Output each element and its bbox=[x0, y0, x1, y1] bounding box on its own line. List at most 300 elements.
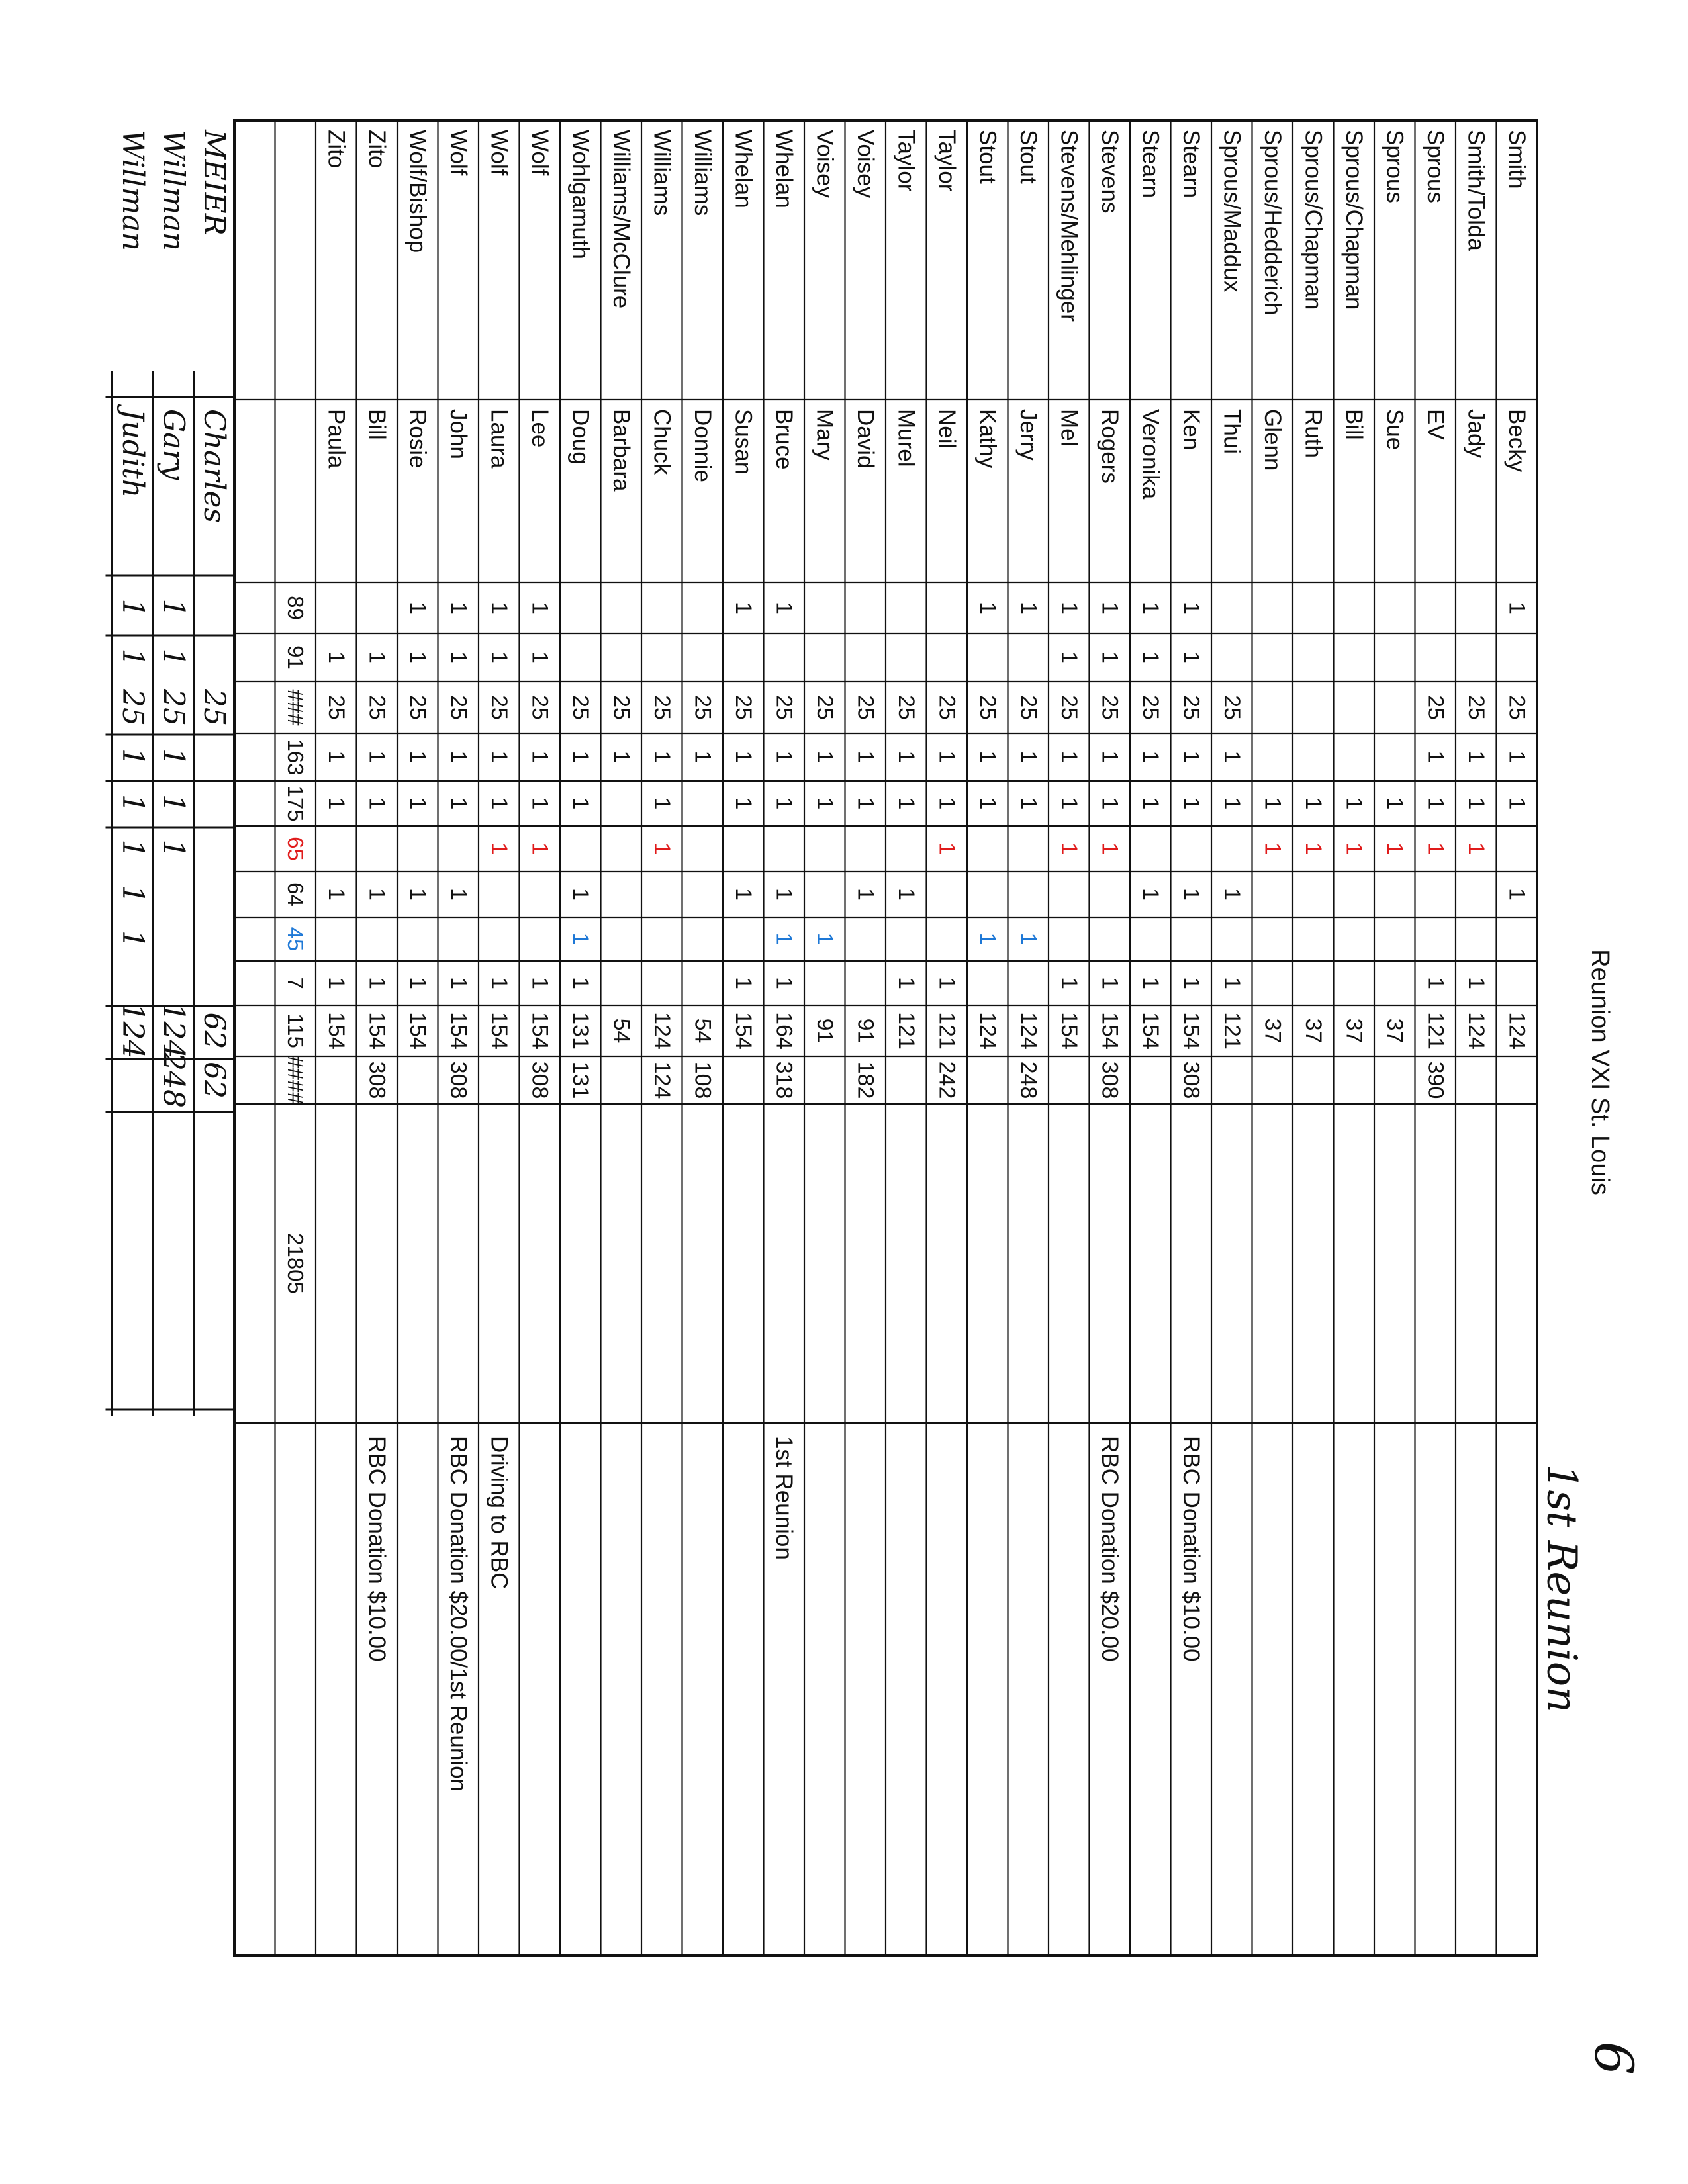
value-cell: 1 bbox=[1137, 797, 1163, 810]
last-name-cell: Zito bbox=[363, 130, 390, 169]
value-cell: 1 bbox=[1300, 842, 1326, 855]
last-name-cell: Williams bbox=[649, 130, 675, 216]
value-cell: 1 bbox=[649, 751, 675, 764]
value-cell: 25 bbox=[974, 695, 1000, 720]
last-name-cell: Sprous/Chapman bbox=[1300, 130, 1327, 310]
value-cell: 1 bbox=[115, 839, 150, 858]
value-cell: 37 bbox=[1300, 1018, 1326, 1044]
first-name-cell: John bbox=[445, 409, 471, 459]
first-name-cell: Neil bbox=[933, 409, 960, 449]
value-cell: 1 bbox=[1015, 797, 1041, 810]
value-cell: 1 bbox=[115, 930, 150, 948]
value-cell: 1 bbox=[115, 598, 150, 617]
last-name-cell: Wohlgamuth bbox=[567, 130, 594, 259]
value-cell: 131 bbox=[567, 1061, 593, 1099]
first-name-cell: Chuck bbox=[649, 409, 675, 475]
value-cell: 1 bbox=[364, 977, 390, 989]
value-cell: 124 bbox=[649, 1012, 675, 1050]
value-cell: 154 bbox=[323, 1012, 349, 1050]
value-cell: 1 bbox=[527, 751, 553, 764]
first-name-cell: Charles bbox=[197, 409, 231, 523]
value-cell: 154 bbox=[527, 1012, 553, 1050]
totals-row bbox=[283, 596, 308, 1294]
first-name-cell: Rosie bbox=[404, 409, 431, 469]
value-cell: 25 bbox=[1504, 695, 1530, 720]
value-cell: 1 bbox=[1178, 797, 1204, 810]
value-cell: 1 bbox=[1056, 651, 1082, 664]
value-cell: 1 bbox=[1178, 651, 1204, 664]
value-cell: 308 bbox=[445, 1061, 471, 1099]
value-cell: 1 bbox=[649, 842, 675, 855]
value-cell: 1 bbox=[1137, 602, 1163, 614]
last-name-cell: Whelan bbox=[730, 130, 757, 208]
note-cell: RBC Donation $10.00 bbox=[1178, 1436, 1204, 1662]
total-cell: 91 bbox=[283, 645, 308, 670]
value-cell: 1 bbox=[1341, 842, 1367, 855]
first-name-cell: Bruce bbox=[771, 409, 797, 470]
value-cell: 121 bbox=[1423, 1012, 1448, 1050]
value-cell: 1 bbox=[730, 888, 756, 901]
value-cell: 1 bbox=[567, 797, 593, 810]
value-cell: 1 bbox=[404, 797, 430, 810]
value-cell: 1 bbox=[115, 648, 150, 667]
value-cell: 1 bbox=[404, 888, 430, 901]
last-name-cell: MEIER bbox=[197, 130, 231, 236]
value-cell: 308 bbox=[527, 1061, 553, 1099]
last-name-cell: Williams bbox=[689, 130, 716, 216]
value-cell: 1 bbox=[771, 977, 797, 989]
table-row bbox=[1300, 130, 1326, 1043]
value-cell: 1 bbox=[323, 797, 349, 810]
value-cell: 25 bbox=[771, 695, 797, 720]
value-cell: 131 bbox=[567, 1012, 593, 1050]
value-cell: 154 bbox=[364, 1012, 390, 1050]
first-name-cell: Paula bbox=[323, 409, 350, 469]
value-cell: 1 bbox=[115, 748, 150, 766]
value-cell: 1 bbox=[1260, 797, 1286, 810]
value-cell: 1 bbox=[1056, 797, 1082, 810]
value-cell: 1 bbox=[1056, 842, 1082, 855]
value-cell: 1 bbox=[1178, 977, 1204, 989]
value-cell: 37 bbox=[1382, 1018, 1407, 1044]
value-cell: 1 bbox=[1137, 651, 1163, 664]
value-cell: 121 bbox=[893, 1012, 919, 1050]
value-cell: 25 bbox=[1423, 695, 1448, 720]
value-cell: 1 bbox=[1056, 602, 1082, 614]
last-name-cell: Wolf/Bishop bbox=[404, 130, 431, 253]
value-cell: 1 bbox=[1097, 751, 1123, 764]
first-name-cell: Bill bbox=[363, 409, 390, 440]
table-row bbox=[893, 130, 919, 1050]
table-row bbox=[1260, 130, 1286, 1043]
last-name-cell: Stearn bbox=[1137, 130, 1164, 199]
value-cell: 1 bbox=[771, 797, 797, 810]
handwritten-row bbox=[156, 130, 190, 1108]
value-cell: 124 bbox=[1015, 1012, 1041, 1050]
value-cell: 1 bbox=[364, 751, 390, 764]
value-cell: 1 bbox=[445, 977, 471, 989]
last-name-cell: Stearn bbox=[1178, 130, 1204, 199]
note-cell: 1st Reunion bbox=[771, 1436, 797, 1560]
value-cell: 25 bbox=[115, 689, 150, 726]
value-cell: 1 bbox=[1137, 888, 1163, 901]
table-row bbox=[1178, 130, 1204, 1662]
last-name-cell: Zito bbox=[323, 130, 350, 169]
table-row bbox=[567, 130, 593, 1099]
value-cell: 1 bbox=[1423, 797, 1448, 810]
value-cell: 1 bbox=[812, 751, 837, 764]
value-cell: 1 bbox=[1219, 888, 1244, 901]
value-cell: 1 bbox=[115, 794, 150, 813]
note-cell: RBC Donation $20.00 bbox=[1096, 1436, 1123, 1662]
value-cell: 1 bbox=[649, 797, 675, 810]
last-name-cell: Stevens/Mehlinger bbox=[1056, 130, 1082, 322]
value-cell: 1 bbox=[1382, 797, 1407, 810]
value-cell: 25 bbox=[404, 695, 430, 720]
value-cell: 121 bbox=[934, 1012, 960, 1050]
value-cell: 1 bbox=[404, 977, 430, 989]
value-cell: 25 bbox=[730, 695, 756, 720]
value-cell: 248 bbox=[156, 1052, 191, 1108]
value-cell: 1 bbox=[156, 598, 191, 617]
total-cell: 45 bbox=[283, 927, 308, 952]
value-cell: 154 bbox=[1097, 1012, 1123, 1050]
table-row bbox=[690, 130, 716, 1099]
value-cell: 1 bbox=[853, 888, 878, 901]
table-row bbox=[649, 130, 675, 1099]
value-cell: 154 bbox=[1056, 1012, 1082, 1050]
value-cell: 154 bbox=[730, 1012, 756, 1050]
first-name-cell: Laura bbox=[486, 409, 512, 469]
value-cell: 1 bbox=[1137, 977, 1163, 989]
total-cell: 115 bbox=[283, 1013, 308, 1048]
value-cell: 1 bbox=[567, 888, 593, 901]
value-cell: 1 bbox=[364, 651, 390, 664]
value-cell: 1 bbox=[730, 797, 756, 810]
value-cell: 25 bbox=[649, 695, 675, 720]
value-cell: 25 bbox=[608, 695, 634, 720]
value-cell: 182 bbox=[853, 1061, 878, 1099]
last-name-cell: Taylor bbox=[933, 130, 960, 192]
table-row bbox=[323, 130, 349, 1050]
value-cell: 242 bbox=[934, 1061, 960, 1099]
last-name-cell: Sprous bbox=[1422, 130, 1448, 203]
last-name-cell: Sprous/Maddux bbox=[1219, 130, 1245, 293]
value-cell: 154 bbox=[445, 1012, 471, 1050]
value-cell: 1 bbox=[445, 751, 471, 764]
note-cell: RBC Donation $20.00/1st Reunion bbox=[445, 1436, 471, 1792]
table-row bbox=[608, 130, 634, 1043]
value-cell: 390 bbox=[1423, 1061, 1448, 1099]
value-cell: 1 bbox=[893, 751, 919, 764]
value-cell: 1 bbox=[445, 888, 471, 901]
value-cell: 25 bbox=[1056, 695, 1082, 720]
first-name-cell: EV bbox=[1422, 409, 1448, 440]
first-name-cell: Jady bbox=[1463, 409, 1489, 458]
first-name-cell: Ken bbox=[1178, 409, 1204, 451]
hand-note-right: 1st Reunion bbox=[1538, 1463, 1587, 1713]
value-cell: 124 bbox=[1463, 1012, 1489, 1050]
value-cell: 25 bbox=[567, 695, 593, 720]
value-cell: 154 bbox=[1137, 1012, 1163, 1050]
first-name-cell: Glenn bbox=[1259, 409, 1286, 471]
first-name-cell: Gary bbox=[156, 409, 191, 480]
first-name-cell: Doug bbox=[567, 409, 594, 465]
value-cell: 124 bbox=[115, 1003, 150, 1059]
first-name-cell: Donnie bbox=[689, 409, 716, 482]
first-name-cell: Murel bbox=[893, 409, 919, 467]
value-cell: 1 bbox=[323, 751, 349, 764]
value-cell: 1 bbox=[730, 602, 756, 614]
value-cell: 1 bbox=[486, 842, 512, 855]
value-cell: 1 bbox=[974, 751, 1000, 764]
last-name-cell: Stevens bbox=[1096, 130, 1123, 214]
value-cell: 1 bbox=[156, 748, 191, 766]
value-cell: 1 bbox=[323, 977, 349, 989]
last-name-cell: Wolf bbox=[486, 130, 512, 176]
last-name-cell: Voisey bbox=[812, 130, 838, 199]
value-cell: 1 bbox=[1423, 977, 1448, 989]
last-name-cell: Whelan bbox=[771, 130, 797, 208]
total-cell: 89 bbox=[283, 596, 308, 620]
value-cell: 1 bbox=[853, 751, 878, 764]
value-cell: 1 bbox=[1219, 977, 1244, 989]
value-cell: 154 bbox=[404, 1012, 430, 1050]
value-cell: 1 bbox=[893, 977, 919, 989]
table-row bbox=[1423, 130, 1448, 1099]
page-number: 6 bbox=[1583, 2041, 1644, 2075]
value-cell: 25 bbox=[1015, 695, 1041, 720]
value-cell: 1 bbox=[1504, 888, 1530, 901]
value-cell: 1 bbox=[1097, 651, 1123, 664]
value-cell: 25 bbox=[812, 695, 837, 720]
value-cell: 308 bbox=[1178, 1061, 1204, 1099]
value-cell: 25 bbox=[1219, 695, 1244, 720]
handwritten-entries bbox=[106, 129, 1587, 1713]
value-cell: 1 bbox=[364, 797, 390, 810]
value-cell: 1 bbox=[404, 651, 430, 664]
value-cell: 1 bbox=[404, 751, 430, 764]
note-cell: RBC Donation $10.00 bbox=[363, 1436, 390, 1662]
value-cell: 25 bbox=[853, 695, 878, 720]
value-cell: 25 bbox=[1178, 695, 1204, 720]
value-cell: 1 bbox=[1423, 842, 1448, 855]
value-cell: 121 bbox=[1219, 1012, 1244, 1050]
value-cell: 1 bbox=[445, 602, 471, 614]
table-row bbox=[1015, 130, 1041, 1099]
value-cell: 1 bbox=[527, 602, 553, 614]
note-cell: Driving to RBC bbox=[486, 1436, 512, 1590]
value-cell: 25 bbox=[1463, 695, 1489, 720]
value-cell: 1 bbox=[156, 648, 191, 667]
value-cell: 1 bbox=[1219, 797, 1244, 810]
value-cell: 1 bbox=[853, 797, 878, 810]
value-cell: 1 bbox=[445, 797, 471, 810]
total-cell: #### bbox=[283, 1056, 308, 1105]
first-name-cell: Lee bbox=[526, 409, 553, 448]
value-cell: 108 bbox=[690, 1061, 716, 1099]
value-cell: 124 bbox=[156, 1003, 191, 1059]
last-name-cell: Smith bbox=[1503, 130, 1530, 189]
first-name-cell: Judith bbox=[115, 409, 150, 498]
value-cell: 124 bbox=[974, 1012, 1000, 1050]
value-cell: 1 bbox=[1463, 797, 1489, 810]
value-cell: 1 bbox=[1178, 888, 1204, 901]
value-cell: 1 bbox=[1015, 933, 1041, 946]
value-cell: 1 bbox=[1015, 602, 1041, 614]
value-cell: 1 bbox=[1382, 842, 1407, 855]
last-name-cell: Voisey bbox=[852, 130, 878, 199]
value-cell: 1 bbox=[1056, 977, 1082, 989]
value-cell: 164 bbox=[771, 1012, 797, 1050]
table-row bbox=[934, 130, 960, 1099]
value-cell: 1 bbox=[730, 977, 756, 989]
total-cell: 7 bbox=[283, 977, 308, 989]
first-name-cell: Rogers bbox=[1096, 409, 1123, 484]
value-cell: 1 bbox=[1015, 751, 1041, 764]
value-cell: 54 bbox=[608, 1018, 634, 1044]
table-row bbox=[364, 130, 390, 1662]
value-cell: 1 bbox=[567, 751, 593, 764]
last-name-cell: Taylor bbox=[893, 130, 919, 192]
first-name-cell: Mel bbox=[1056, 409, 1082, 447]
value-cell: 1 bbox=[486, 977, 512, 989]
value-cell: 1 bbox=[1178, 751, 1204, 764]
value-cell: 1 bbox=[771, 751, 797, 764]
value-cell: 25 bbox=[527, 695, 553, 720]
last-name-cell: Willman bbox=[156, 130, 191, 251]
value-cell: 62 bbox=[197, 1062, 231, 1099]
value-cell: 154 bbox=[1178, 1012, 1204, 1050]
value-cell: 25 bbox=[323, 695, 349, 720]
table-row bbox=[1341, 130, 1367, 1043]
value-cell: 1 bbox=[323, 888, 349, 901]
value-cell: 1 bbox=[1341, 797, 1367, 810]
value-cell: 154 bbox=[486, 1012, 512, 1050]
first-name-cell: Sue bbox=[1382, 409, 1408, 451]
table-row bbox=[812, 130, 837, 1043]
total-cell: 175 bbox=[283, 785, 308, 822]
value-cell: 25 bbox=[893, 695, 919, 720]
value-cell: 1 bbox=[1463, 842, 1489, 855]
value-cell: 1 bbox=[1097, 602, 1123, 614]
value-cell: 318 bbox=[771, 1061, 797, 1099]
value-cell: 1 bbox=[527, 797, 553, 810]
value-cell: 25 bbox=[1137, 695, 1163, 720]
value-cell: 1 bbox=[1504, 797, 1530, 810]
value-cell: 1 bbox=[893, 888, 919, 901]
value-cell: 54 bbox=[690, 1018, 716, 1044]
value-cell: 1 bbox=[1137, 751, 1163, 764]
table-row bbox=[527, 130, 553, 1099]
value-cell: 1 bbox=[527, 651, 553, 664]
first-name-cell: Veronika bbox=[1137, 409, 1164, 500]
value-cell: 1 bbox=[1300, 797, 1326, 810]
value-cell: 1 bbox=[771, 602, 797, 614]
value-cell: 25 bbox=[1097, 695, 1123, 720]
value-cell: 1 bbox=[1097, 842, 1123, 855]
first-name-cell: Jerry bbox=[1015, 409, 1041, 461]
table-row bbox=[1382, 130, 1407, 1043]
value-cell: 1 bbox=[608, 751, 634, 764]
table-row bbox=[1137, 130, 1163, 1050]
last-name-cell: Stout bbox=[1015, 130, 1041, 184]
value-cell: 1 bbox=[486, 797, 512, 810]
value-cell: 25 bbox=[197, 689, 231, 726]
value-cell: 1 bbox=[445, 651, 471, 664]
last-name-cell: Wolf bbox=[445, 130, 471, 176]
value-cell: 1 bbox=[527, 842, 553, 855]
value-cell: 1 bbox=[1260, 842, 1286, 855]
value-cell: 1 bbox=[1178, 602, 1204, 614]
value-cell: 1 bbox=[364, 888, 390, 901]
value-cell: 1 bbox=[404, 602, 430, 614]
table-row bbox=[771, 130, 797, 1560]
value-cell: 1 bbox=[771, 933, 797, 946]
first-name-cell: Mary bbox=[812, 409, 838, 461]
last-name-cell: Smith/Tolda bbox=[1463, 130, 1489, 251]
value-cell: 1 bbox=[1463, 751, 1489, 764]
value-cell: 308 bbox=[1097, 1061, 1123, 1099]
value-cell: 25 bbox=[364, 695, 390, 720]
table-row bbox=[853, 130, 878, 1099]
value-cell: 1 bbox=[893, 797, 919, 810]
value-cell: 1 bbox=[567, 933, 593, 946]
value-cell: 25 bbox=[690, 695, 716, 720]
value-cell: 1 bbox=[1504, 602, 1530, 614]
value-cell: 1 bbox=[486, 602, 512, 614]
value-cell: 1 bbox=[156, 794, 191, 813]
value-cell: 62 bbox=[197, 1012, 231, 1050]
value-cell: 1 bbox=[323, 651, 349, 664]
value-cell: 25 bbox=[486, 695, 512, 720]
first-name-cell: Kathy bbox=[974, 409, 1001, 469]
value-cell: 1 bbox=[934, 797, 960, 810]
value-cell: 1 bbox=[812, 933, 837, 946]
value-cell: 1 bbox=[974, 933, 1000, 946]
value-cell: 1 bbox=[115, 885, 150, 904]
table-row bbox=[1219, 130, 1244, 1050]
value-cell: 91 bbox=[812, 1018, 837, 1044]
value-cell: 1 bbox=[974, 797, 1000, 810]
first-name-cell: Thui bbox=[1219, 409, 1245, 455]
total-cell: 163 bbox=[283, 739, 308, 776]
last-name-cell: Stout bbox=[974, 130, 1001, 184]
value-cell: 248 bbox=[1015, 1061, 1041, 1099]
total-cell: 65 bbox=[283, 837, 308, 861]
table-row bbox=[486, 130, 512, 1589]
table-row bbox=[1097, 130, 1123, 1662]
value-cell: 1 bbox=[1219, 751, 1244, 764]
last-name-cell: Wolf bbox=[526, 130, 553, 176]
value-cell: 25 bbox=[934, 695, 960, 720]
value-cell: 1 bbox=[156, 839, 191, 858]
first-name-cell: Susan bbox=[730, 409, 757, 475]
total-cell: 64 bbox=[283, 882, 308, 907]
value-cell: 1 bbox=[1097, 977, 1123, 989]
total-cell: 21805 bbox=[283, 1233, 308, 1294]
page-title: Reunion VXI St. Louis bbox=[1586, 949, 1614, 1195]
value-cell: 37 bbox=[1341, 1018, 1367, 1044]
value-cell: 1 bbox=[486, 751, 512, 764]
value-cell: 25 bbox=[445, 695, 471, 720]
table-row bbox=[1463, 130, 1489, 1050]
value-cell: 1 bbox=[527, 977, 553, 989]
value-cell: 25 bbox=[156, 689, 191, 726]
value-cell: 124 bbox=[649, 1061, 675, 1099]
total-cell: ### bbox=[283, 689, 308, 726]
value-cell: 1 bbox=[812, 797, 837, 810]
